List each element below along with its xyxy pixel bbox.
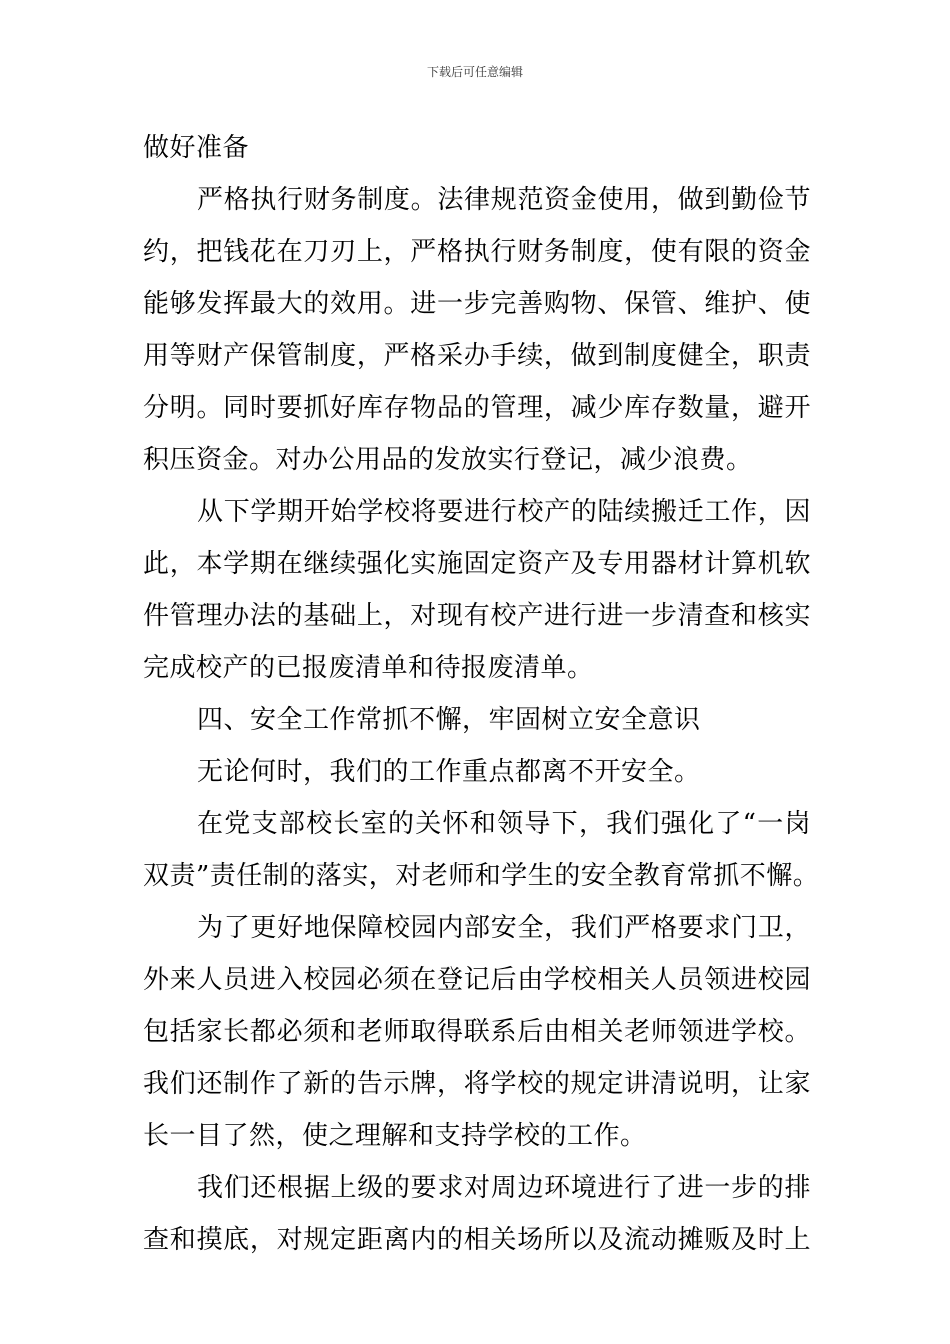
page-header-note: 下载后可任意编辑	[426, 65, 523, 79]
document-line: 约，把钱花在刀刃上，严格执行财务制度，使有限的资金	[143, 237, 811, 267]
section-heading: 四、安全工作常抓不懈，牢固树立安全意识	[197, 705, 701, 735]
document-line: 从下学期开始学校将要进行校产的陆续搬迁工作，因	[197, 497, 811, 527]
document-line: 分明。同时要抓好库存物品的管理，减少库存数量，避开	[143, 393, 811, 423]
document-line: 能够发挥最大的效用。进一步完善购物、保管、维护、使	[143, 289, 811, 319]
document-line: 用等财产保管制度，严格采办手续，做到制度健全，职责	[143, 341, 811, 371]
document-line: 件管理办法的基础上，对现有校产进行进一步清查和核实	[143, 601, 811, 631]
document-line: 做好准备	[143, 133, 250, 163]
document-line: 严格执行财务制度。法律规范资金使用，做到勤俭节	[197, 185, 811, 215]
document-line: 为了更好地保障校园内部安全，我们严格要求门卫，	[197, 913, 811, 943]
document-body	[143, 128, 820, 1272]
document-line: 查和摸底，对规定距离内的相关场所以及流动摊贩及时上	[143, 1225, 811, 1255]
document-line: 我们还制作了新的告示牌，将学校的规定讲清说明，让家	[143, 1069, 811, 1099]
document-line: 积压资金。对办公用品的发放实行登记，减少浪费。	[143, 445, 753, 475]
document-line: 外来人员进入校园必须在登记后由学校相关人员领进校园	[143, 965, 811, 995]
document-line: 包括家长都必须和老师取得联系后由相关老师领进学校。	[143, 1017, 811, 1047]
document-line: 此，本学期在继续强化实施固定资产及专用器材计算机软	[143, 549, 811, 579]
document-line: 长一目了然，使之理解和支持学校的工作。	[143, 1121, 647, 1151]
document-line: 无论何时，我们的工作重点都离不开安全。	[197, 757, 701, 787]
document-line: 完成校产的已报废清单和待报废清单。	[143, 653, 594, 683]
document-line: 我们还根据上级的要求对周边环境进行了进一步的排	[197, 1173, 811, 1203]
document-line: 在党支部校长室的关怀和领导下，我们强化了“一岗	[197, 809, 811, 839]
document-line: 双责”责任制的落实，对老师和学生的安全教育常抓不懈。	[143, 861, 820, 891]
